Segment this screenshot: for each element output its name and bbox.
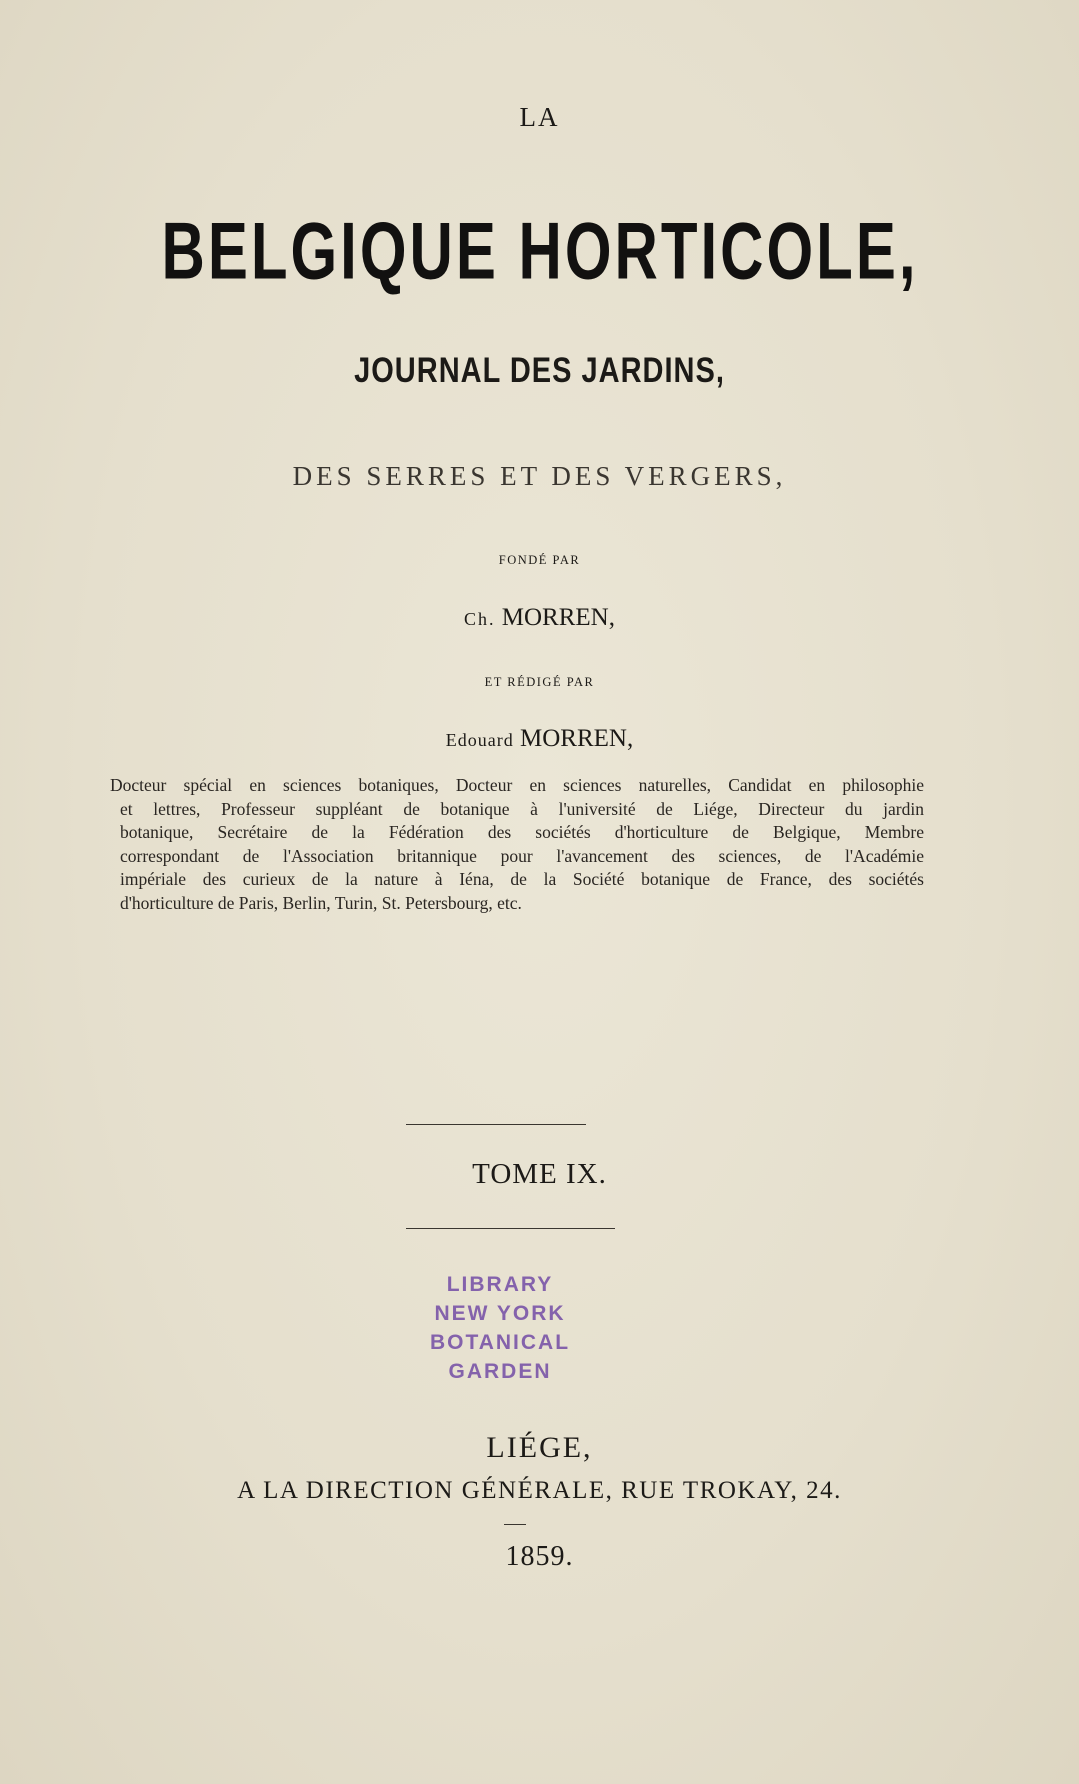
imprint-city: LIÉGE, bbox=[486, 1431, 593, 1464]
library-stamp bbox=[420, 1270, 580, 1386]
stamp-line: NEW YORK bbox=[434, 1302, 566, 1325]
editor-credentials bbox=[110, 774, 924, 915]
imprint-publisher: A LA DIRECTION GÉNÉRALE, RUE TROKAY, 24. bbox=[237, 1477, 842, 1504]
title-article: LA bbox=[519, 102, 560, 132]
founder-name-prefix: Ch. bbox=[464, 609, 496, 629]
editor-last-name: MORREN, bbox=[520, 725, 634, 752]
credentials-line: Docteur spécial en sciences botaniques, Docteur en sciences naturelles, Candidat en philosophie bbox=[110, 775, 924, 795]
subtitle-secondary: DES SERRES ET DES VERGERS, bbox=[292, 461, 787, 491]
divider-bottom bbox=[406, 1228, 615, 1229]
edited-by-label: ET RÉDIGÉ PAR bbox=[484, 675, 595, 689]
editor-first-name: Edouard bbox=[445, 730, 514, 750]
credentials-line: impériale des curieux de la nature à Iéna, de la Société botanique de France, des sociétés bbox=[120, 869, 924, 889]
credentials-line: correspondant de l'Association britannique pour l'avancement des sciences, de l'Académie bbox=[120, 845, 924, 866]
stamp-line: GARDEN bbox=[448, 1360, 552, 1383]
main-title: BELGIQUE HORTICOLE, bbox=[161, 205, 919, 296]
credentials-line: et lettres, Professeur suppléant de botanique à l'université de Liége, Directeur du jardin bbox=[120, 798, 924, 819]
imprint-year: 1859. bbox=[505, 1541, 574, 1572]
divider-top bbox=[406, 1124, 586, 1125]
volume-label: TOME IX. bbox=[472, 1158, 607, 1190]
stamp-line: BOTANICAL bbox=[429, 1331, 571, 1354]
divider-small bbox=[504, 1524, 526, 1525]
subtitle: JOURNAL DES JARDINS, bbox=[354, 352, 725, 391]
credentials-line: d'horticulture de Paris, Berlin, Turin, St. Petersbourg, etc. bbox=[120, 892, 522, 913]
stamp-line: LIBRARY bbox=[446, 1273, 554, 1296]
editor-name bbox=[0, 725, 1079, 753]
credentials-line: botanique, Secrétaire de la Fédération des sociétés d'horticulture de Belgique, Membre bbox=[120, 822, 924, 842]
founder-surname: MORREN, bbox=[501, 604, 615, 631]
founder-name bbox=[0, 604, 1079, 632]
founded-by-label: FONDÉ PAR bbox=[498, 553, 581, 567]
